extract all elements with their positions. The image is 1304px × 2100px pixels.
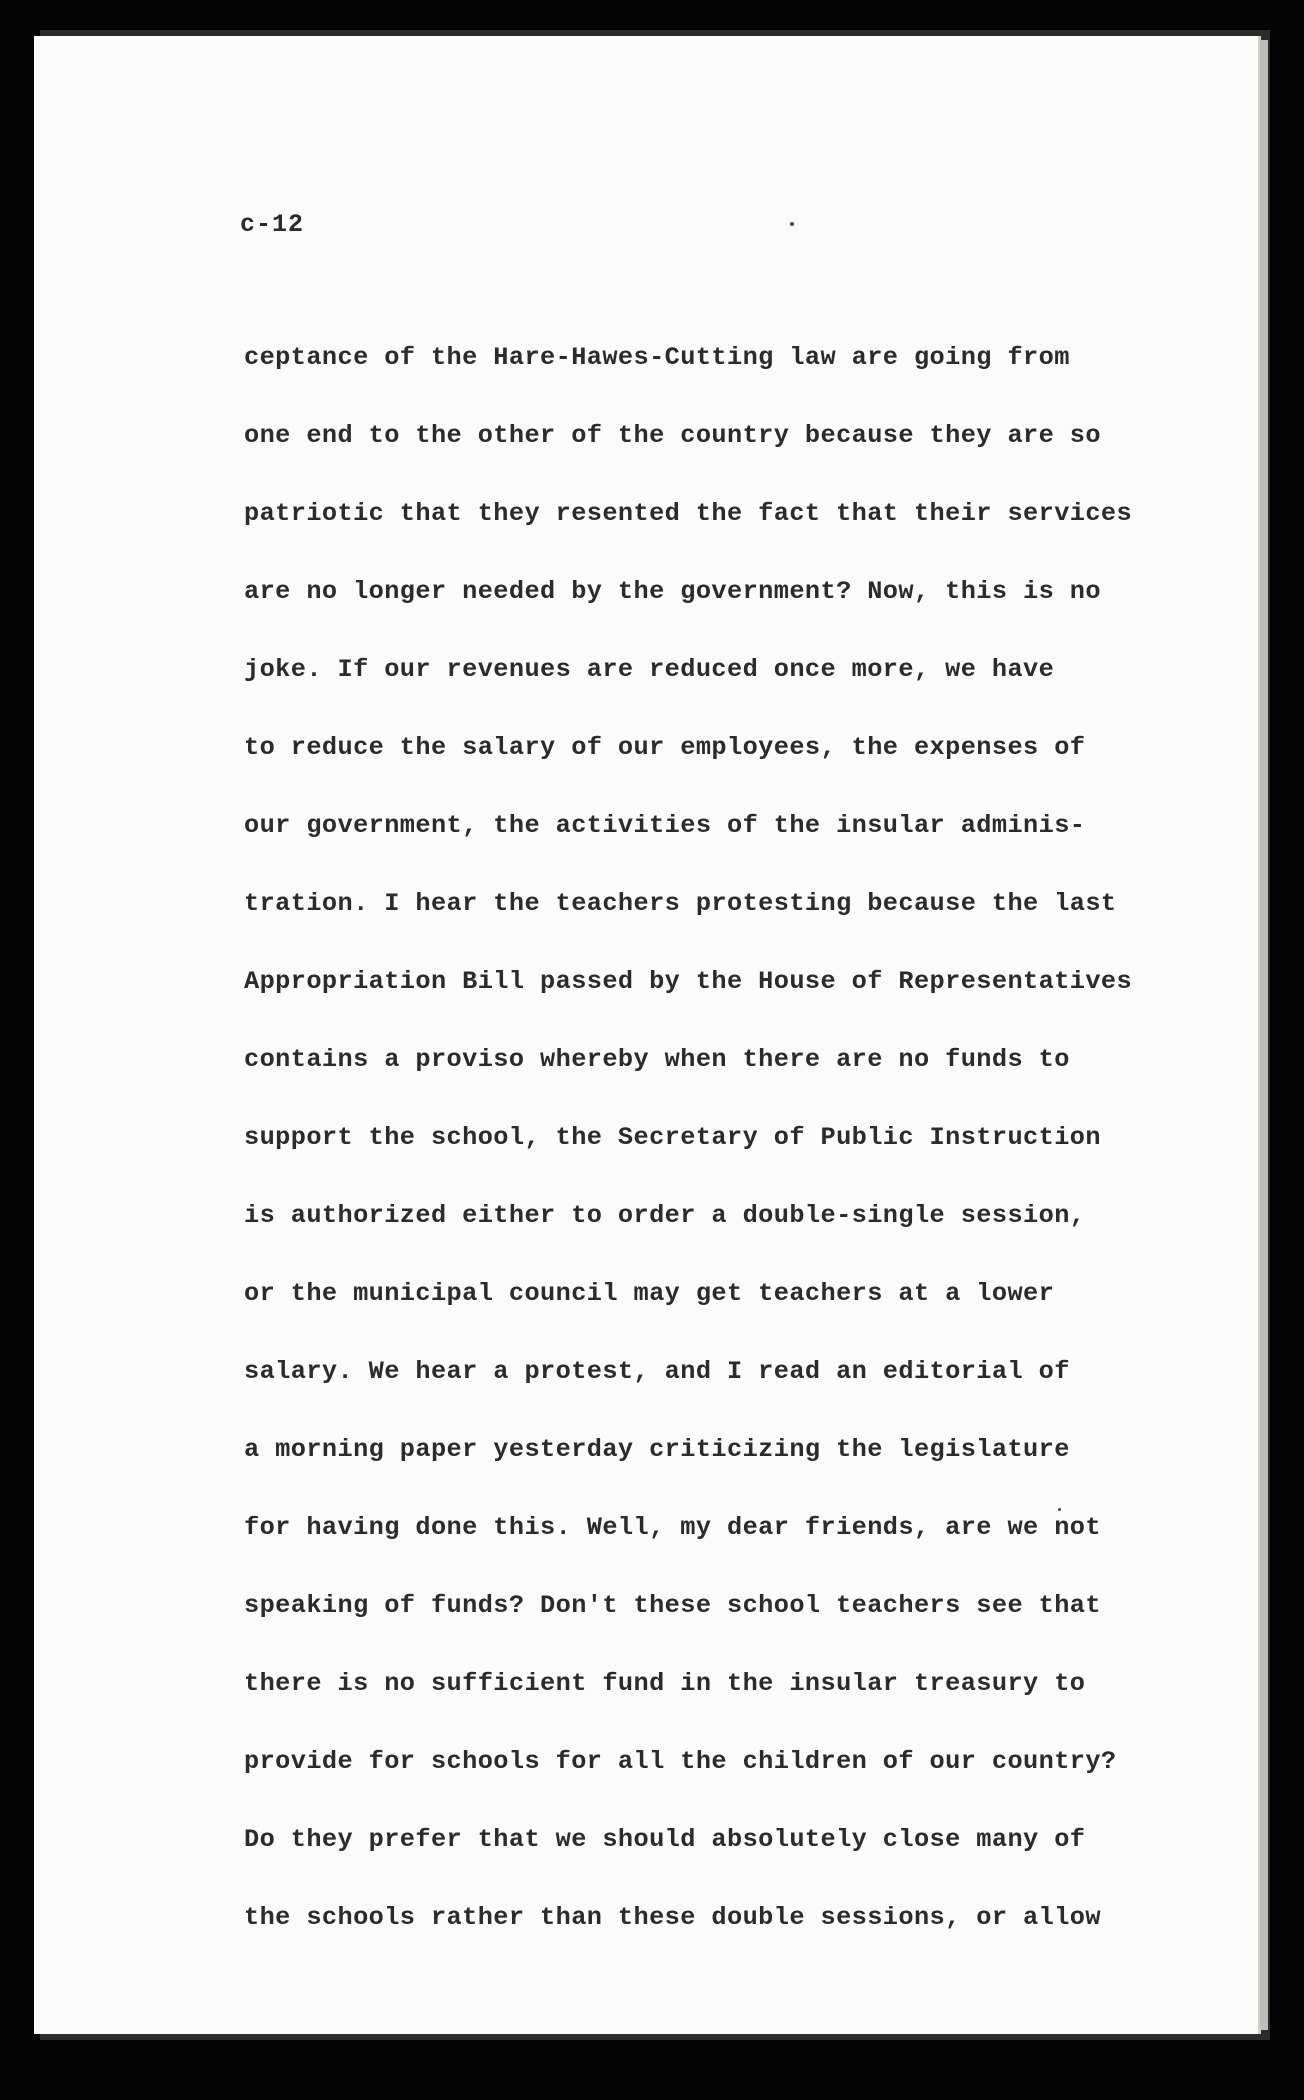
text-line: there is no sufficient fund in the insular treasury to [244,1669,1086,1698]
text-line: contains a proviso whereby when there are no funds to [244,1045,1070,1074]
text-line: or the municipal council may get teachers at a lower [244,1279,1055,1308]
text-line: Appropriation Bill passed by the House of Representatives [244,967,1133,996]
text-line: are no longer needed by the government? Now, this is no [244,577,1101,606]
text-line: is authorized either to order a double-single session, [244,1201,1086,1230]
text-line: our government, the activities of the insular adminis- [244,811,1086,840]
text-line: salary. We hear a protest, and I read an editorial of [244,1357,1070,1386]
page-number: c-12 [240,210,305,239]
text-line: patriotic that they resented the fact that their services [244,499,1133,528]
page-edge [1260,40,1268,2030]
text-line: speaking of funds? Don't these school teachers see that [244,1591,1101,1620]
text-line: support the school, the Secretary of Public Instruction [244,1123,1101,1152]
text-line: provide for schools for all the children of our country? [244,1747,1117,1776]
text-line: ceptance of the Hare-Hawes-Cutting law are going from [244,343,1070,372]
text-line: Do they prefer that we should absolutely close many of [244,1825,1086,1854]
text-line: joke. If our revenues are reduced once more, we have [244,655,1055,684]
text-line: a morning paper yesterday criticizing the legislature [244,1435,1070,1464]
text-line: one end to the other of the country because they are so [244,421,1101,450]
text-line: the schools rather than these double sessions, or allow [244,1903,1101,1932]
typed-text-body [244,338,1144,1976]
text-line: tration. I hear the teachers protesting because the last [244,889,1117,918]
text-line: to reduce the salary of our employees, the expenses of [244,733,1086,762]
ink-speck [790,222,794,226]
text-line: for having done this. Well, my dear friends, are we not [244,1513,1101,1542]
